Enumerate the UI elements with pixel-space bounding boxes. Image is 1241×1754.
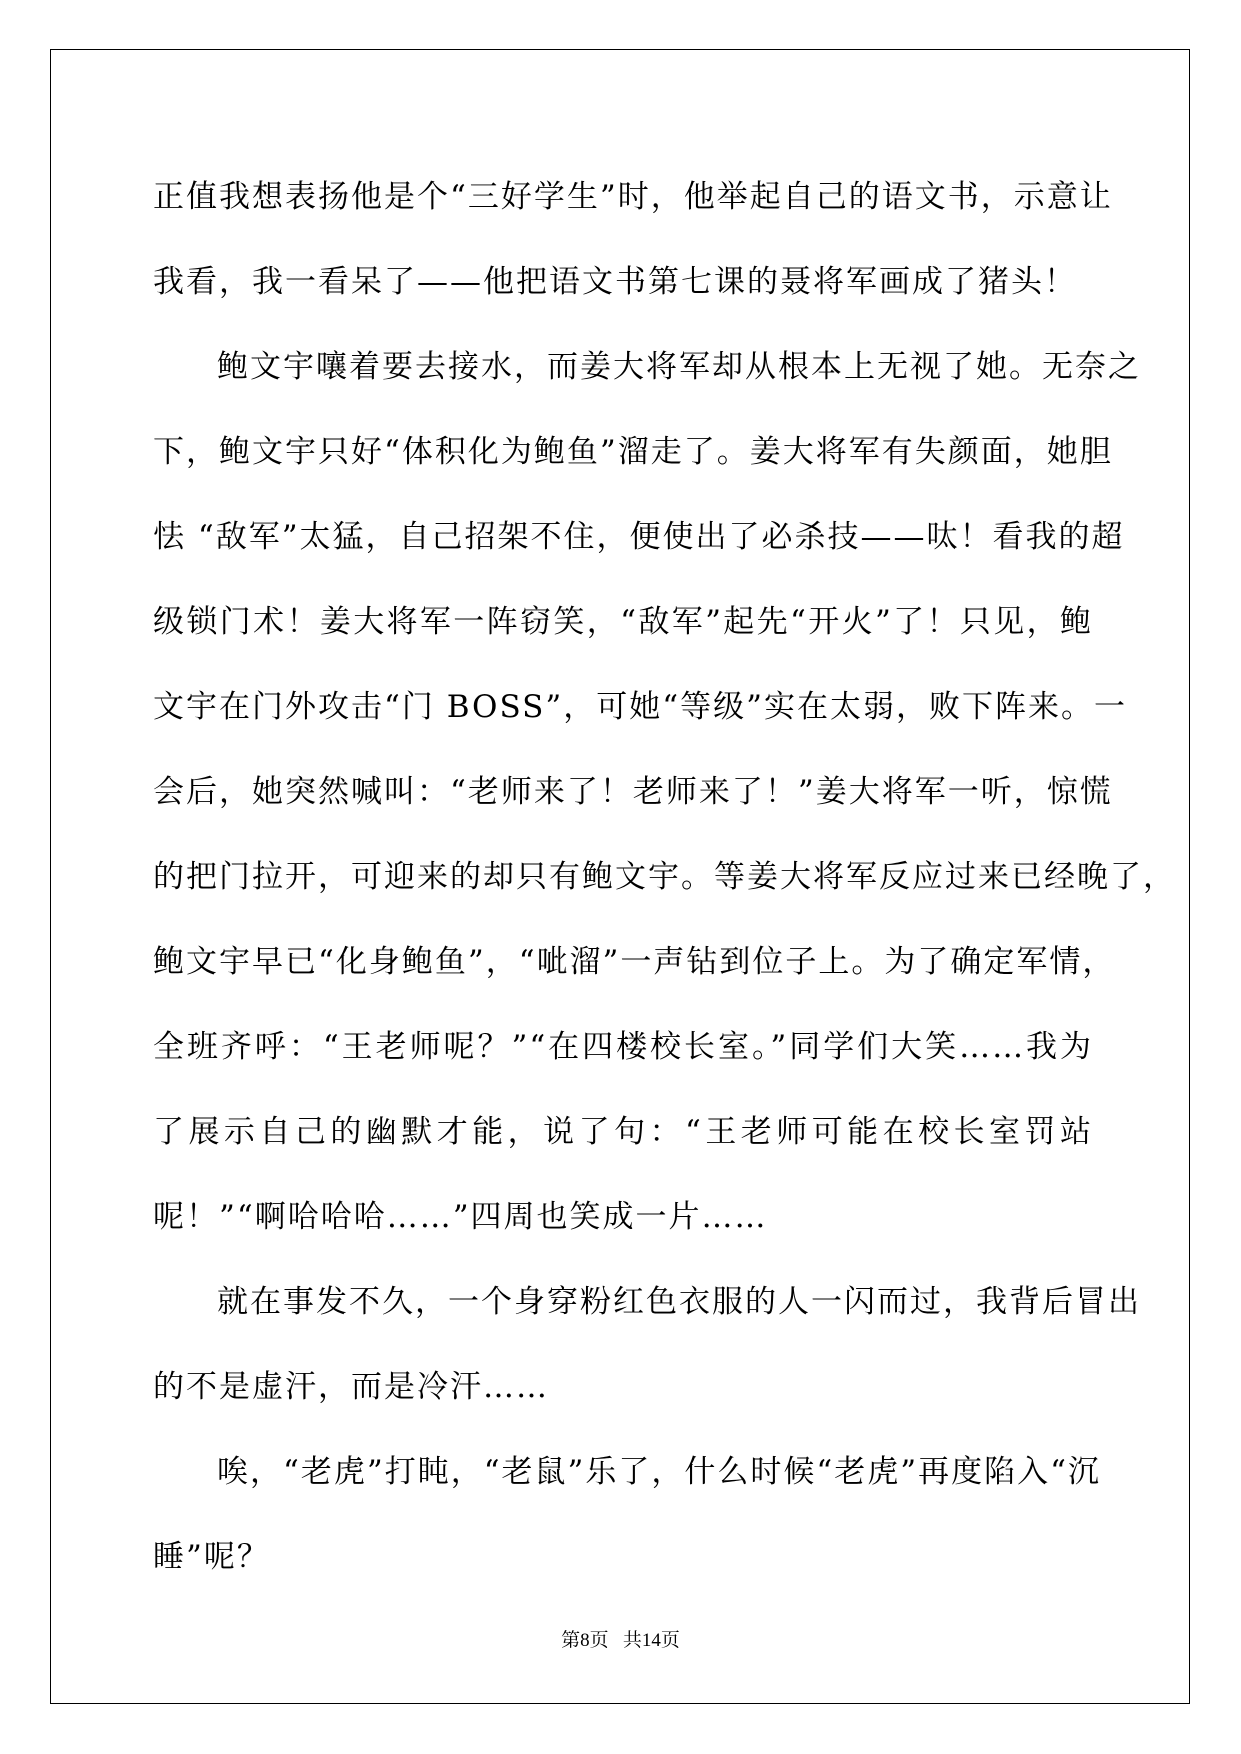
text-line: 的不是虚汗，而是冷汗……	[153, 1369, 549, 1405]
text-line: 会后，她突然喊叫：“老师来了！老师来了！”姜大将军一听，惊慌	[153, 774, 1113, 810]
page-number-unit: 页	[589, 1630, 609, 1651]
text-line: 呢！”“啊哈哈哈……”四周也笑成一片……	[153, 1199, 768, 1235]
page-number-current: 8	[580, 1630, 590, 1651]
text-line: 唉，“老虎”打盹，“老鼠”乐了，什么时候“老虎”再度陷入“沉	[217, 1454, 1101, 1490]
page-number-total: 14	[641, 1630, 661, 1651]
text-line: 我看，我一看呆了——他把语文书第七课的聂将军画成了猪头！	[153, 264, 1077, 300]
text-line: 正值我想表扬他是个“三好学生”时，他举起自己的语文书，示意让	[153, 179, 1113, 215]
text-line: 鲍文宇嚷着要去接水，而姜大将军却从根本上无视了她。无奈之	[217, 349, 1141, 385]
text-line: 全班齐呼：“王老师呢？”“在四楼校长室。”同学们大笑……我为	[153, 1029, 1093, 1065]
page-total-prefix: 共	[622, 1630, 642, 1651]
text-line: 文宇在门外攻击“门 BOSS”，可她“等级”实在太弱，败下阵来。一	[153, 689, 1127, 725]
page-total-unit: 页	[660, 1630, 680, 1651]
text-line: 睡”呢？	[153, 1539, 270, 1575]
text-line: 下，鲍文宇只好“体积化为鲍鱼”溜走了。姜大将军有失颜面，她胆	[153, 434, 1113, 470]
text-line: 了展示自己的幽默才能，说了句：“王老师可能在校长室罚站	[153, 1114, 1093, 1150]
footer-spacer	[609, 1630, 623, 1651]
text-line: 级锁门术！姜大将军一阵窃笑，“敌军”起先“开火”了！只见，鲍	[153, 604, 1093, 640]
text-line: 的把门拉开，可迎来的却只有鲍文宇。等姜大将军反应过来已经晚了，	[153, 859, 1176, 895]
text-line: 就在事发不久，一个身穿粉红色衣服的人一闪而过，我背后冒出	[217, 1284, 1141, 1320]
page-footer	[0, 1625, 1241, 1652]
text-line: 鲍文宇早已“化身鲍鱼”，“呲溜”一声钻到位子上。为了确定军情，	[153, 944, 1116, 980]
text-line: 怯 “敌军”太猛，自己招架不住，便使出了必杀技——呔！看我的超	[153, 519, 1125, 555]
page-number-prefix: 第	[561, 1630, 581, 1651]
document-body	[153, 155, 1176, 1600]
